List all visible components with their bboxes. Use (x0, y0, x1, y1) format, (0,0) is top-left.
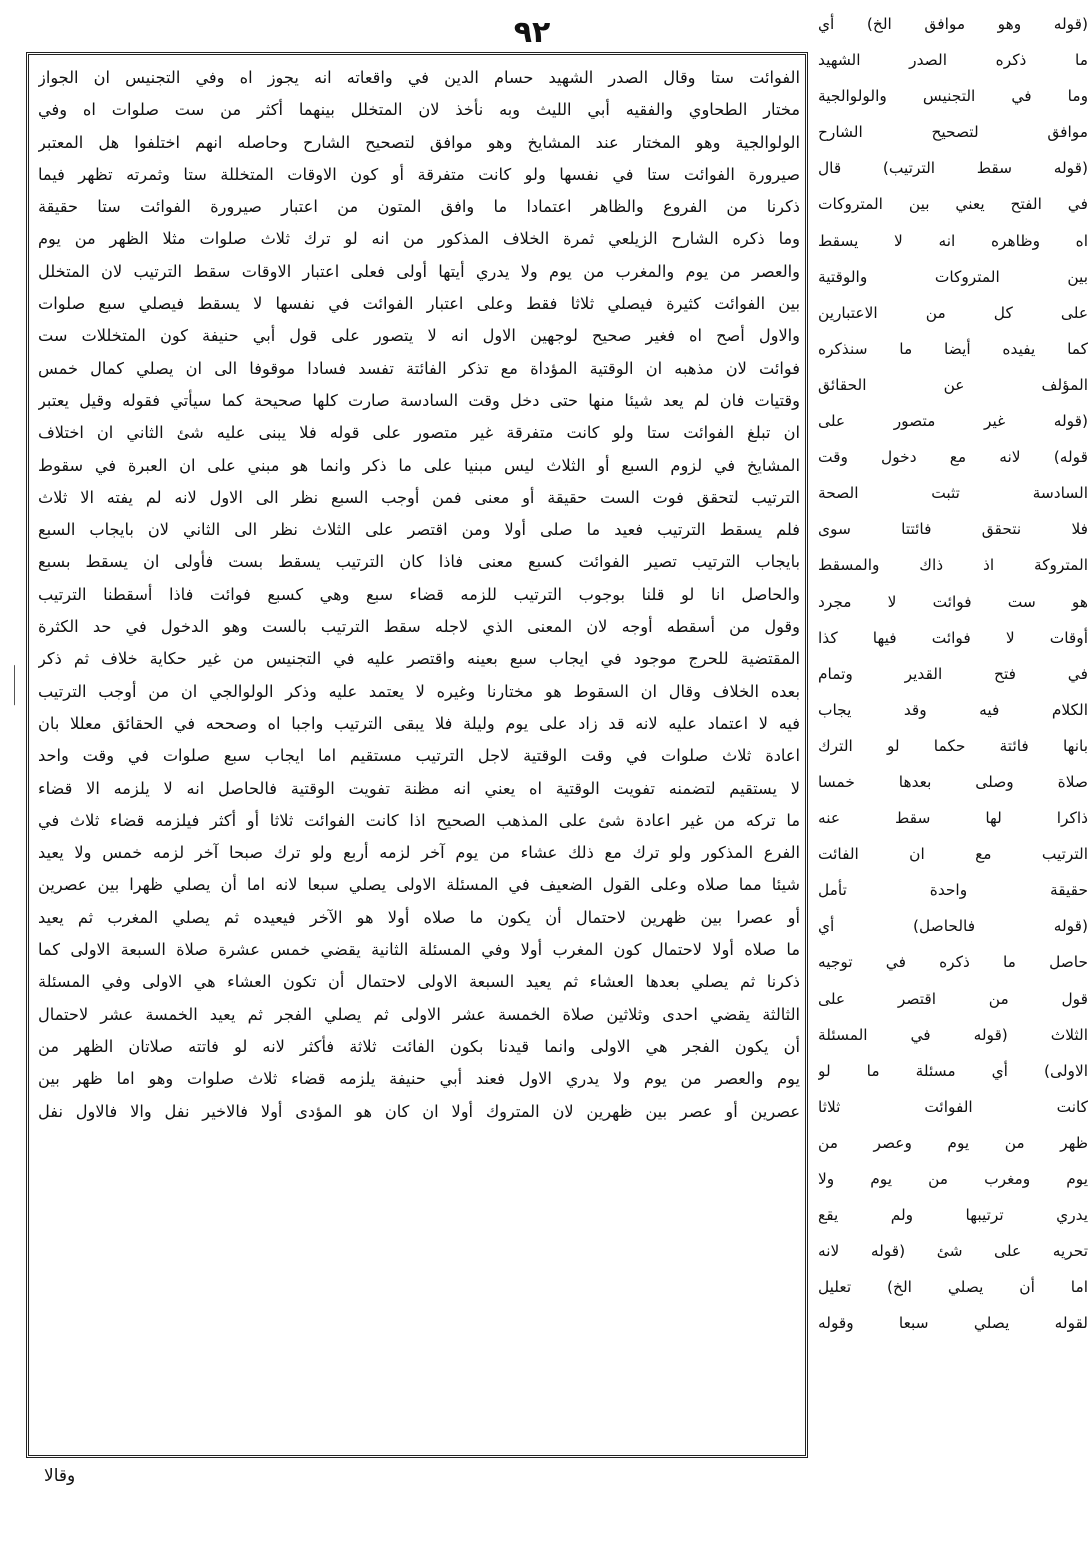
main-line: أو عصرا بين ظهرين لاحتمال أن يكون ما صلاه أولا هو الآخر فيعيده ثم يصلي المغرب ثم يعيد (38, 907, 800, 927)
main-line: صيرورة الفوائت ستا في نفسها ولو كانت متفرقة أو كون الاوقات المتخللة ستا وثمرته تظهر فيما (38, 164, 800, 184)
main-line: فلم يسقط الترتيب فعيد ما صلى أولا ومن اقتصر على الثلاث نظر الى الثاني لان بايجاب السبع (38, 520, 800, 540)
margin-line: لقوله يصلي سبعا وقوله (818, 1314, 1088, 1333)
main-line: وقول من أسقطه أوجه لان المعنى الذي لاجله سقط الترتيب بالست وهو الدخول في حد الكثرة (38, 617, 800, 637)
page-edge-mark (0, 665, 15, 716)
main-line: مختار الطحاوي والفقيه أبي الليث وبه نأخذ لان المتخلل بينهما أكثر من ست صلوات اه وفي (38, 100, 800, 120)
margin-line: ما ذكره الصدر الشهيد (818, 51, 1088, 70)
main-line: يوم والعصر من يوم ولا يدري الاول فعند أبي حنيفة يلزمه قضاء ثلاث صلوات وهو اما ظهر بين (38, 1069, 800, 1089)
main-line: الفرع المذكور ولو ترك مع ذلك عشاء من يوم آخر لزمه أربع ولو ترك صبحا آخر لزمه خمس ولا يعيد (38, 843, 800, 863)
margin-line: ظهر من يوم وعصر من (818, 1133, 1088, 1152)
margin-line: كما يفيده أيضا ما سنذكره (818, 339, 1088, 358)
margin-line: (قوله فالحاصل) أي (818, 917, 1088, 936)
main-line: عصرين أو عصر بين ظهرين لان المتروك أولا ان كان هو المؤدى أولا فالاخير نفل والا فالاول نفل (38, 1101, 800, 1121)
main-line: شيئا مما صلاه وعلى القول الضعيف في المسئلة الاولى يصلي سبعا لانه اما أن يصلي ظهرا بين عصرين (38, 875, 800, 895)
margin-line: السادسة تثبت الصحة (818, 484, 1088, 503)
margin-line: اما أن يصلي الخ) تعليل (818, 1278, 1088, 1297)
margin-line: (قوله وهو موافق الخ) أي (818, 15, 1088, 33)
margin-line: حاصل ما ذكره في توجيه (818, 953, 1088, 972)
main-line: والحاصل انا لو قلنا بوجوب الترتيب للزمه قضاء سبع وهي كسبع فوائت فاذا أسقطنا الترتيب (38, 584, 800, 604)
margin-line: (قوله سقط الترتيب) قال (818, 159, 1088, 178)
main-line: والاول أصح اه فغير صحيح لوجهين الاول انه لا يتصور على قول أبي حنيفة كون المتخللات ست (38, 326, 800, 346)
main-line: والعصر من يوم والمغرب من يوم ولا يدري أيتها أولى فعلى اعتبار الاوقات سقط الترتيب لان المتخلل (38, 261, 800, 281)
margin-line: (قوله غير متصور على (818, 412, 1088, 431)
main-line: ان تبلغ الفوائت ستا ولو كانت متفرقة غير متصور على قوله فلا يبنى عليه شئ الثاني ان اختلاف (38, 423, 800, 443)
main-line: بين الفوائت كثيرة فيصلي ثلاثا فقط وعلى اعتبار الفوائت في نفسها لا يسقط فيصلي سبع صلوات (38, 294, 800, 314)
main-line: ما تركه من غير اعادة شئ على المذهب الصحيح اذا كانت الفوائت ثلاثا أو أكثر فيلزمه قضاء ثلاث في (38, 810, 800, 830)
margin-line: بين المتروكات والوقتية (818, 267, 1088, 286)
main-line: فيه لا اعتماد عليه لانه قد زاد على يوم وليلة فلا يبقى الترتيب واجبا اه وصححه في الحقائق معللا بان (38, 713, 800, 733)
main-line: وقتيات فان لم يعد شيئا منها حتى دخل وقت السادسة صارت كلها صحيحة كما سيأتي فقوله وقيل يعتبر (38, 390, 800, 410)
main-line: فوائت لان مذهبه ان الوقتية المؤداة مع تذكر الفائتة تفسد فسادا موقوفا الى ان يصلي كمال خمس (38, 358, 800, 378)
margin-line: ذاكرا لها سقط عنه (818, 809, 1088, 828)
margin-line: أوقات لا فوائت فيها كذا (818, 628, 1088, 647)
main-line: المقتضية للحرج موجود في ايجاب سبع بعينه واقتصر عليه في التجنيس من غير حكاية خلاف ثم ذكر (38, 649, 800, 669)
margin-line: المؤلف عن الحقائق (818, 375, 1088, 394)
main-line: بايجاب الترتيب تصير الفوائت كسبع معنى فاذا كان الترتيب يسقط بست فأولى ان يسقط بسبع (38, 552, 800, 572)
margin-line: موافق لتصحيح الشارح (818, 123, 1088, 142)
margin-line: وما في التجنيس والولوالجية (818, 87, 1088, 106)
margin-line: تحريه على شئ (قوله لانه (818, 1242, 1088, 1261)
margin-line: قوله) لانه مع دخول وقت (818, 448, 1088, 467)
catchword: وقالا (44, 1466, 76, 1486)
main-line: اعادة ثلاث صلوات في وقت الوقتية لاجل الترتيب مستقيم اما ايجاب سبع صلوات في وقت واحد (38, 746, 800, 766)
margin-line: فلا نتحقق فائتتا سوى (818, 520, 1088, 539)
margin-line: الكلام فيه وقد يجاب (818, 700, 1088, 719)
main-line: الثالثة يقضي احدى وثلاثين صلاة الخمسة عشر الاولى ثم يصلي الفجر ثم يعيد الخمسة عشر لاحتمال (38, 1004, 800, 1024)
margin-line: يدري ترتيبها ولم يقع (818, 1206, 1088, 1225)
main-line: الترتيب لتحقق فوت الست حقيقة أو معنى فمن أوجب السبع نظر الى الاول لانه لم يفته الا ثلاث (38, 487, 800, 507)
margin-line: على كل من الاعتبارين (818, 303, 1088, 322)
margin-line: هو ست فوائت لا مجرد (818, 592, 1088, 611)
main-line: الفوائت ستا وقال الصدر الشهيد حسام الدين في واقعاته انه يجوز اه وفي التجنيس ان الجواز (38, 68, 800, 87)
margin-line: قول من اقتصر على (818, 989, 1088, 1008)
margin-line: في فتح القدير وتمام (818, 664, 1088, 683)
main-line: بعده الخلاف وقال ان السقوط هو مختارنا وغيره لا يعتمد عليه وذكر الولوالجي ان من أوجب الترتيب (38, 681, 800, 701)
margin-line: كانت الفوائت ثلاثا (818, 1097, 1088, 1116)
main-line: الولوالجية وهو المختار عند المشايخ وهو موافق لتصحيح الشارح وحاصله انهم اختلفوا هل المعتبر (38, 132, 800, 152)
marginal-commentary (818, 6, 1088, 1546)
margin-line: صلاة وصلى بعدها خمسا (818, 772, 1088, 791)
main-line: ذكرنا من الفروع والظاهر اعتمادا ما وافق المتون من اعتبار صيرورة الفوائت ستا حقيقة (38, 197, 800, 217)
margin-line: يوم ومغرب من يوم ولا (818, 1170, 1088, 1188)
margin-line: الترتيب مع ان الفائت (818, 845, 1088, 864)
margin-line: الاولى) أي مسئلة ما لو (818, 1061, 1088, 1080)
main-text-body (38, 62, 800, 1454)
main-line: ذكرنا ثم يصلي بعدها العشاء ثم يعيد السبعة الاولى لاحتمال أن تكون العشاء هي الاولى وفي المسئلة (38, 972, 800, 992)
main-line: لا يستقيم لتضمنه تفويت الوقتية اه يعني انه مظنة تفويت الوقتية فالحاصل انه لا يلزمه الا قضاء (38, 778, 800, 798)
margin-line: حقيقة واحدة تأمل (818, 881, 1088, 900)
margin-line: اه وظاهره انه لا يسقط (818, 231, 1088, 250)
margin-line: بانها فائتة حكما لو الترك (818, 736, 1088, 755)
margin-line: الثلاث (قوله في المسئلة (818, 1025, 1088, 1044)
main-line: وما ذكره الشارح الزيلعي ثمرة الخلاف المذكور من انه لو ترك ثلاث صلوات مثلا الظهر من يوم (38, 229, 800, 249)
main-line: المشايخ في لزوم السبع أو الثلاث ليس مبنيا على ما ذكر وانما هو مبني على ان العبرة في سقوط (38, 455, 800, 475)
page-number: ٩٢ (513, 15, 551, 50)
margin-line: في الفتح يعني بين المتروكات (818, 195, 1088, 214)
main-line: أن يكون الفجر هي الاولى وانما قيدنا بكون الفائت ثلاثة فأكثر لانه لو فاتته صلاتان الظهر من (38, 1036, 800, 1056)
margin-line: المتروكة اذ ذاك والمسقط (818, 556, 1088, 575)
main-line: ما صلاه أولا لاحتمال كون المغرب أولا وفي المسئلة الثانية يقضي خمس عشرة صلاة السبعة الاولى كما (38, 940, 800, 960)
